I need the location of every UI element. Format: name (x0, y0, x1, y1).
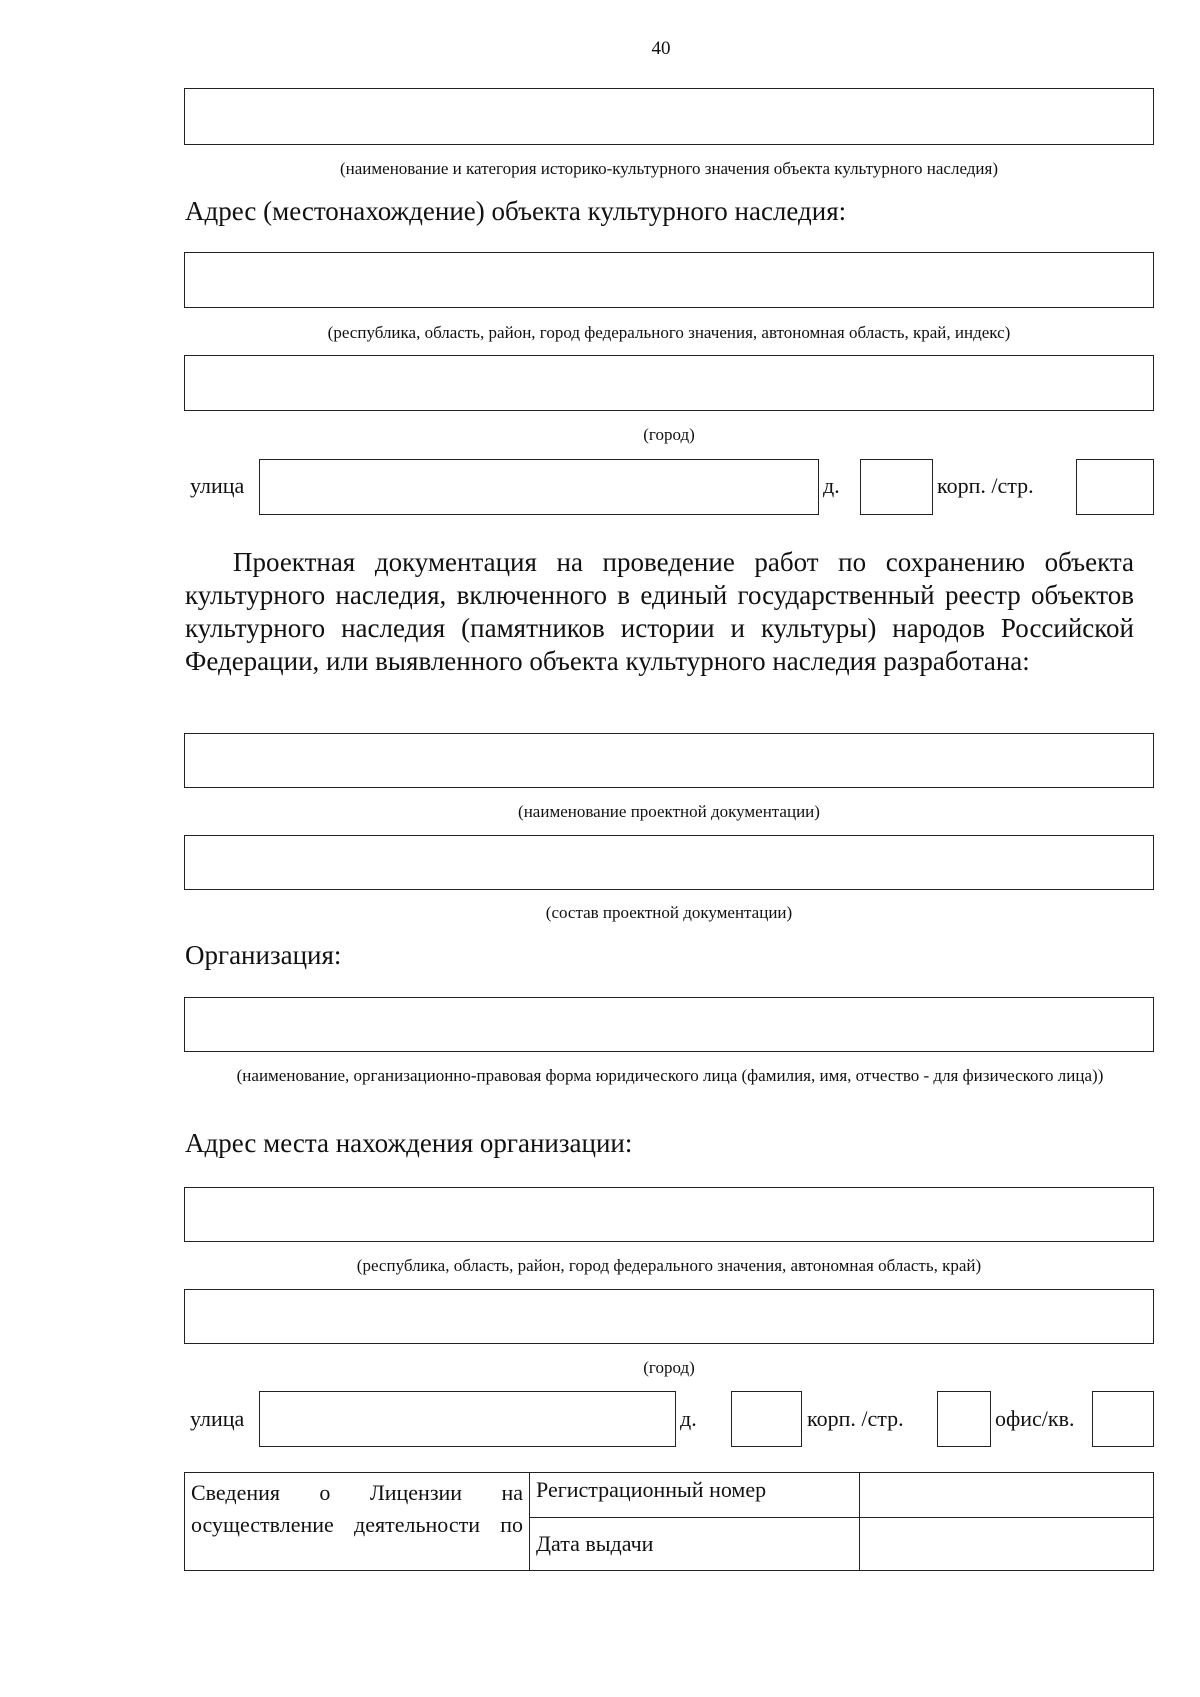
license-left-label: Сведения о Лицензии на осуществление деятельности по (185, 1473, 530, 1571)
page-number: 40 (651, 38, 671, 59)
organization-region-field[interactable] (184, 1187, 1154, 1242)
license-reg-number-label: Регистрационный номер (530, 1473, 860, 1518)
heritage-city-field[interactable] (184, 355, 1154, 411)
heritage-street-label: улица (190, 473, 245, 498)
license-issue-date-label: Дата выдачи (530, 1518, 860, 1571)
organization-house-label: д. (680, 1406, 697, 1431)
heritage-name-field[interactable] (184, 88, 1154, 145)
heritage-address-heading: Адрес (местонахождение) объекта культурного наследия: (185, 196, 847, 226)
heritage-name-caption: (наименование и категория историко-культурного значения объекта культурного наследия) (339, 159, 998, 178)
organization-name-field[interactable] (184, 997, 1154, 1052)
organization-name-caption: (наименование, организационно-правовая форма юридического лица (фамилия, имя, отчество - для физического лица)) (236, 1066, 1104, 1085)
heritage-city-caption: (город) (643, 425, 695, 444)
organization-building-label: корп. /стр. (807, 1406, 904, 1431)
organization-house-field[interactable] (731, 1391, 802, 1447)
license-reg-number-field[interactable] (860, 1473, 1154, 1518)
project-doc-composition-field[interactable] (184, 835, 1154, 890)
organization-region-caption: (республика, область, район, город федерального значения, автономная область, край) (356, 1256, 982, 1275)
heritage-building-label: корп. /стр. (937, 473, 1034, 498)
organization-street-field[interactable] (259, 1391, 676, 1447)
heritage-region-caption: (республика, область, район, город федерального значения, автономная область, край, индекс) (327, 323, 1011, 342)
organization-office-label: офис/кв. (995, 1406, 1075, 1431)
project-doc-name-caption: (наименование проектной документации) (518, 802, 820, 821)
project-doc-composition-caption: (состав проектной документации) (545, 903, 793, 922)
organization-office-field[interactable] (1092, 1391, 1154, 1447)
organization-heading: Организация: (185, 940, 342, 970)
organization-city-field[interactable] (184, 1289, 1154, 1344)
organization-building-field[interactable] (937, 1391, 991, 1447)
project-doc-name-field[interactable] (184, 733, 1154, 788)
heritage-street-field[interactable] (259, 459, 819, 515)
heritage-region-field[interactable] (184, 252, 1154, 308)
heritage-house-label: д. (823, 473, 840, 498)
license-table (184, 1472, 1154, 1571)
organization-city-caption: (город) (643, 1358, 695, 1377)
heritage-building-field[interactable] (1076, 459, 1154, 515)
license-issue-date-field[interactable] (860, 1518, 1154, 1571)
project-doc-paragraph: Проектная документация на проведение работ по сохранению объекта культурного наследия, включенного в единый государственный реестр объектов культурного наследия (памятников истории и культуры) народов Российской Федерации, или выявленного объекта культурного наследия разработана: (185, 547, 1134, 676)
organization-address-heading: Адрес места нахождения организации: (185, 1128, 633, 1158)
heritage-house-field[interactable] (860, 459, 933, 515)
organization-street-label: улица (190, 1406, 245, 1431)
